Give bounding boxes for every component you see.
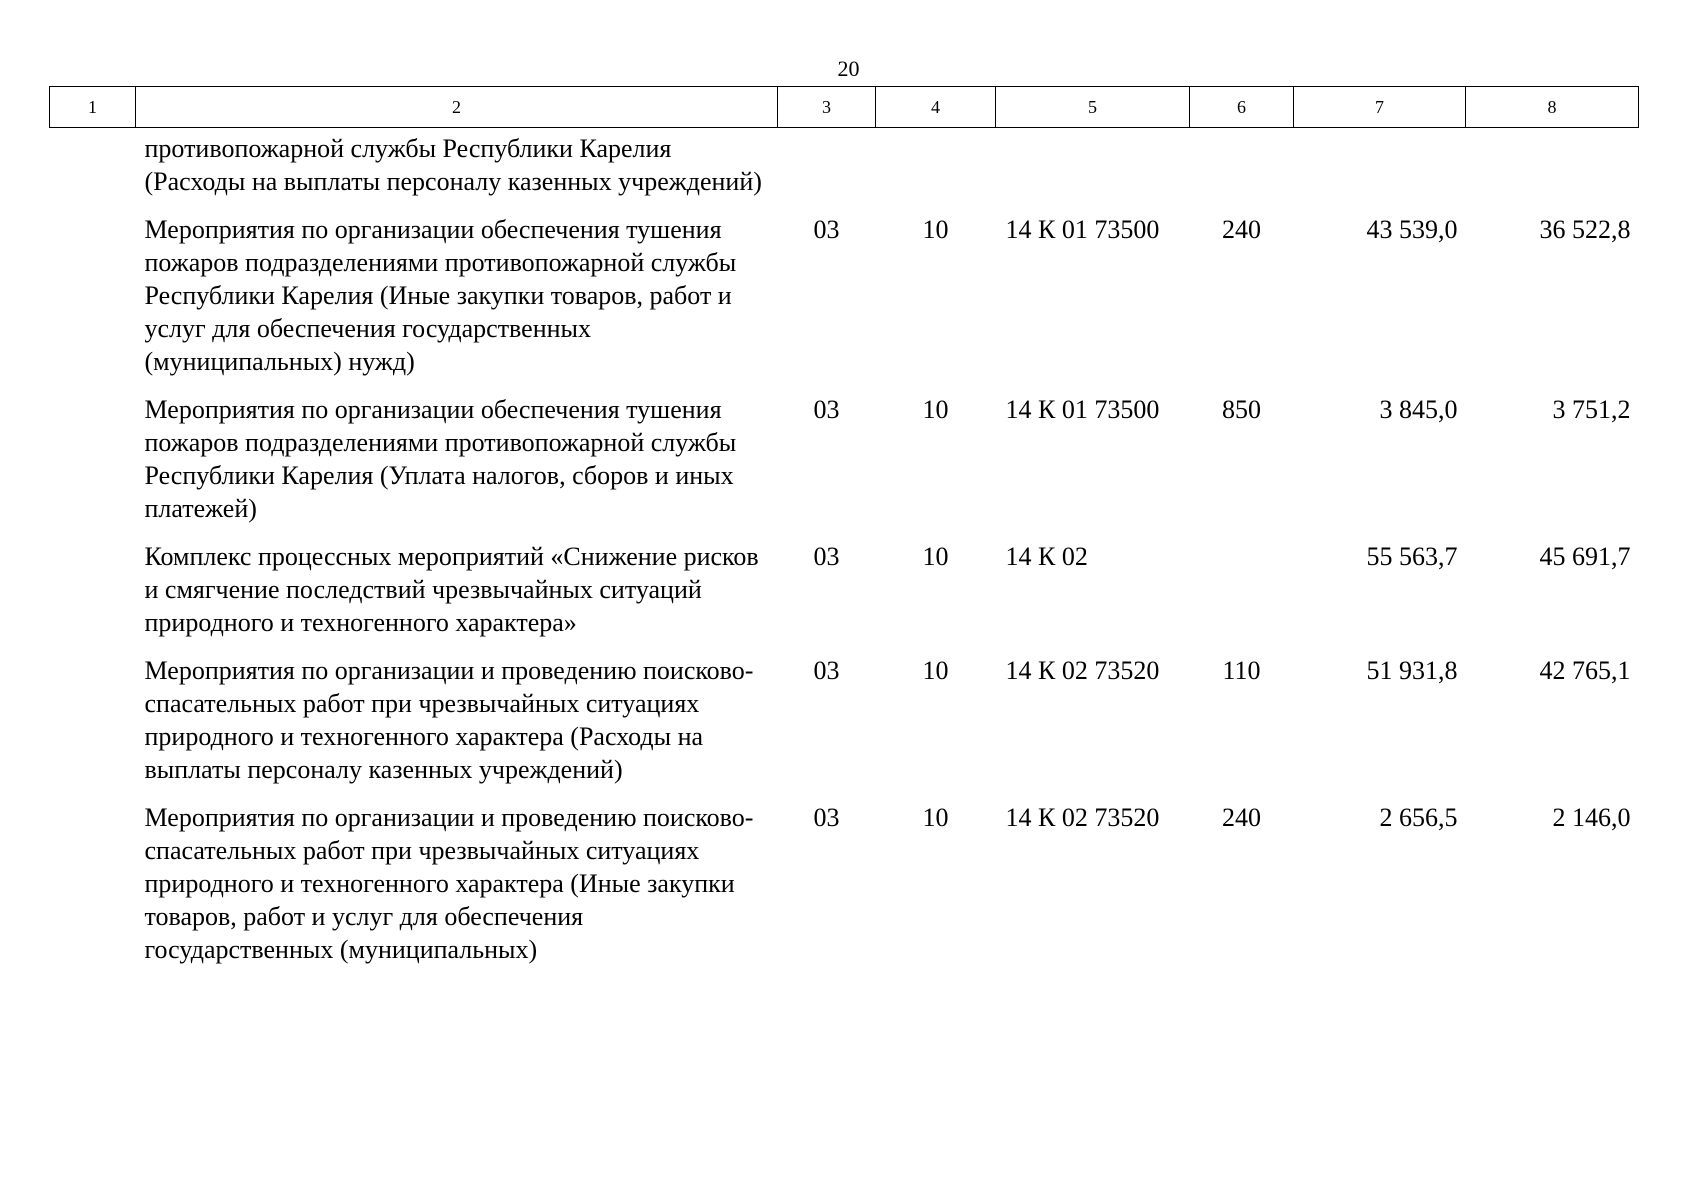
row-plan-amount [1294, 128, 1466, 214]
row-plan-amount: 43 539,0 [1366, 215, 1458, 244]
table-row [50, 213, 1639, 393]
row-expense-type: 240 [1222, 215, 1261, 244]
column-numbers-row [50, 87, 1639, 128]
row-section: 03 [813, 215, 840, 244]
row-name: Мероприятия по организации и проведению поисково-спасательных работ при чрезвычайных ситуациях природного и техногенного характера (Иные закупки товаров, работ и услуг для обеспечения государственных (муниципальных) [144, 803, 754, 964]
row-section [778, 128, 876, 214]
row-fact-amount: 36 522,8 [1539, 215, 1631, 244]
row-subsection: 10 [922, 542, 949, 571]
column-number-4: 4 [876, 87, 996, 128]
row-expense-type: 110 [1222, 656, 1261, 685]
row-name: Мероприятия по организации обеспечения тушения пожаров подразделениями противопожарной службы Республики Карелия (Уплата налогов, сборов и иных платежей) [144, 395, 737, 523]
row-target-article: 14 К 01 73500 [1005, 395, 1160, 424]
row-name: Мероприятия по организации обеспечения тушения пожаров подразделениями противопожарной службы Республики Карелия (Иные закупки товаров, работ и услуг для обеспечения государственных (муниципальных) нужд) [144, 215, 737, 376]
row-plan-amount: 3 845,0 [1379, 395, 1458, 424]
row-fact-amount: 42 765,1 [1539, 656, 1631, 685]
column-number-2: 2 [136, 87, 778, 128]
row-name: Комплекс процессных мероприятий «Снижение рисков и смягчение последствий чрезвычайных ситуаций природного и техногенного характера» [144, 542, 759, 637]
row-target-article: 14 К 02 73520 [1005, 656, 1160, 685]
row-section: 03 [813, 656, 840, 685]
table-row [50, 801, 1639, 981]
column-number-3: 3 [778, 87, 876, 128]
row-target-article [996, 128, 1190, 214]
page-number: 20 [837, 56, 860, 81]
row-fact-amount: 2 146,0 [1552, 803, 1631, 832]
row-target-article: 14 К 01 73500 [1005, 215, 1160, 244]
table-row [50, 393, 1639, 540]
column-number-1: 1 [50, 87, 136, 128]
row-plan-amount: 2 656,5 [1379, 803, 1458, 832]
row-fact-amount [1466, 128, 1639, 214]
row-plan-amount: 51 931,8 [1366, 656, 1458, 685]
row-expense-type [1190, 128, 1294, 214]
row-section: 03 [813, 803, 840, 832]
row-expense-type [1190, 540, 1294, 654]
budget-table [49, 86, 1639, 981]
row-subsection: 10 [922, 656, 949, 685]
row-subsection: 10 [922, 395, 949, 424]
table-row [50, 540, 1639, 654]
row-fact-amount: 45 691,7 [1539, 542, 1631, 571]
row-expense-type: 240 [1222, 803, 1261, 832]
row-subsection: 10 [922, 215, 949, 244]
column-number-8: 8 [1466, 87, 1639, 128]
row-name: Мероприятия по организации и проведению поисково-спасательных работ при чрезвычайных ситуациях природного и техногенного характера (Расходы на выплаты персоналу казенных учреждений) [144, 656, 754, 784]
table-row [50, 128, 1639, 214]
column-number-6: 6 [1190, 87, 1294, 128]
row-name: противопожарной службы Республики Карелия (Расходы на выплаты персоналу казенных учреждений) [144, 134, 762, 196]
column-number-5: 5 [996, 87, 1190, 128]
row-subsection [876, 128, 996, 214]
row-plan-amount: 55 563,7 [1366, 542, 1458, 571]
row-expense-type: 850 [1222, 395, 1261, 424]
row-target-article: 14 К 02 73520 [1005, 803, 1160, 832]
table-row [50, 654, 1639, 801]
column-number-7: 7 [1294, 87, 1466, 128]
row-fact-amount: 3 751,2 [1552, 395, 1631, 424]
row-section: 03 [813, 542, 840, 571]
row-target-article: 14 К 02 [1005, 542, 1088, 571]
row-section: 03 [813, 395, 840, 424]
row-subsection: 10 [922, 803, 949, 832]
